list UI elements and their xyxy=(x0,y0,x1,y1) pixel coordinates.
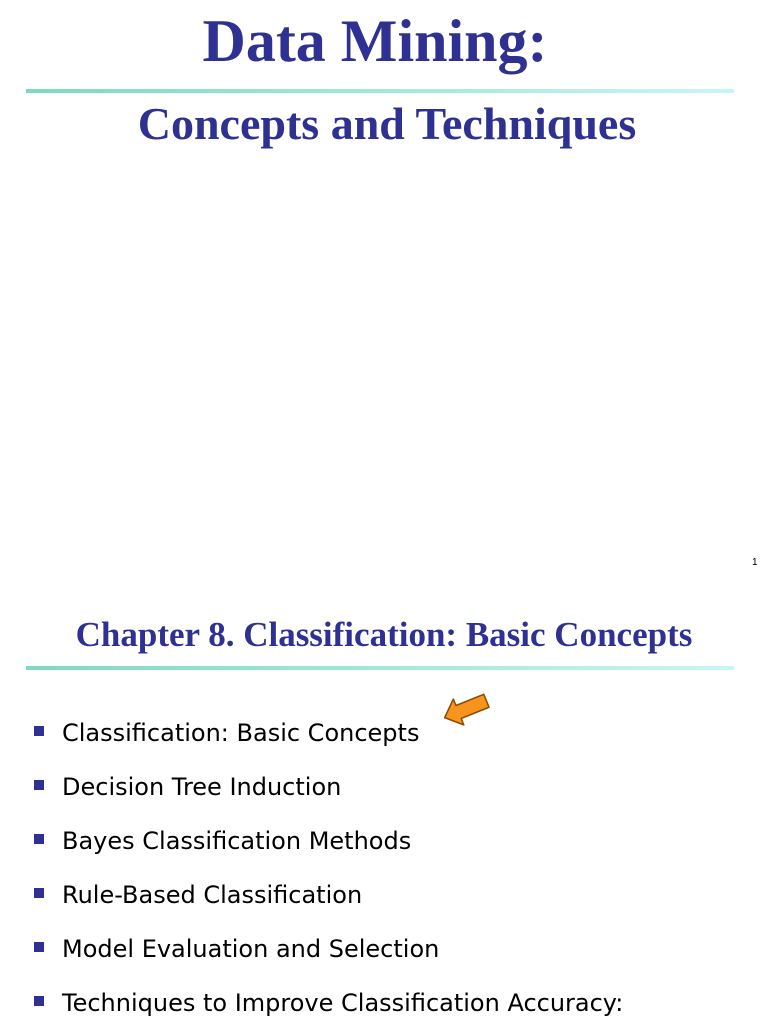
list-item xyxy=(34,976,623,1030)
square-bullet-icon xyxy=(34,888,44,898)
list-item xyxy=(34,814,623,868)
list-item xyxy=(34,760,623,814)
list-item-label: Techniques to Improve Classification Accuracy: xyxy=(62,989,624,1017)
list-item xyxy=(34,706,623,760)
chapter-divider xyxy=(26,666,734,670)
main-title: Data Mining: xyxy=(202,8,548,74)
square-bullet-icon xyxy=(34,834,44,844)
square-bullet-icon xyxy=(34,780,44,790)
subtitle: Concepts and Techniques xyxy=(137,98,637,149)
square-bullet-icon xyxy=(34,942,44,952)
list-item-label: Rule-Based Classification xyxy=(62,881,363,909)
list-item-label: Classification: Basic Concepts xyxy=(62,719,420,747)
square-bullet-icon xyxy=(34,996,44,1006)
title-divider xyxy=(26,89,734,93)
chapter-title: Chapter 8. Classification: Basic Concepts xyxy=(75,615,693,654)
list-item-label: Bayes Classification Methods xyxy=(62,827,412,855)
list-item xyxy=(34,922,623,976)
arrow-left-icon xyxy=(440,690,492,728)
list-item xyxy=(34,868,623,922)
list-item-label: Model Evaluation and Selection xyxy=(62,935,440,963)
list-item-label: Decision Tree Induction xyxy=(62,773,342,801)
page-number: 1 xyxy=(752,557,758,568)
square-bullet-icon xyxy=(34,726,44,736)
topic-list xyxy=(34,706,623,1030)
